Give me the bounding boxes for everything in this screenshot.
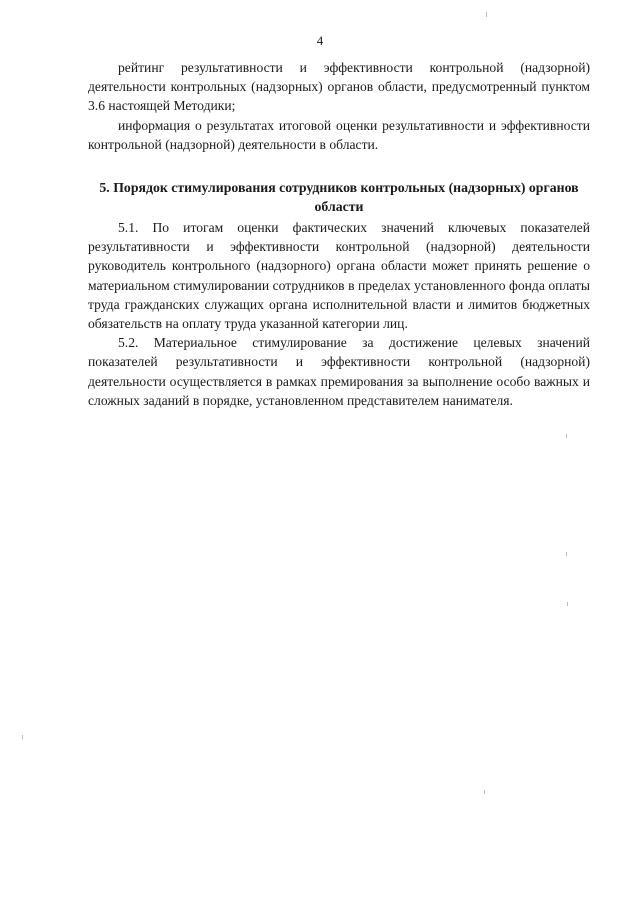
paragraph-5-2: 5.2. Материальное стимулирование за достижение целевых значений показателей результативности и эффективности контрольной (надзорной) деятельности осуществляется в рамках премирования за выполнение особо важных и сложных заданий в порядке, установленном представителем нанимателя. [88, 335, 590, 408]
scan-artifact [567, 602, 568, 606]
scan-artifact [566, 434, 567, 438]
scan-artifact [22, 735, 23, 739]
section-title: 5. Порядок стимулирования сотрудников контрольных (надзорных) органов области [99, 180, 579, 214]
scan-artifact [566, 552, 567, 556]
paragraph-information: информация о результатах итоговой оценки результативности и эффективности контрольной (надзорной) деятельности в области. [88, 117, 590, 152]
document-body [88, 58, 590, 410]
paragraph-rating: рейтинг результативности и эффективности контрольной (надзорной) деятельности контрольных (надзорных) органов области, предусмотренный пунктом 3.6 настоящей Методики; [88, 60, 590, 114]
paragraph-5-1: 5.1. По итогам оценки фактических значений ключевых показателей результативности и эффективности контрольной (надзорной) деятельности руководитель контрольного (надзорного) органа области может принять решение о материальном стимулировании сотрудников в пределах установленного фонда оплаты труда гражданских служащих органа исполнительной власти и лимитов бюджетных обязательств на оплату труда указанной категории лиц. [88, 220, 590, 332]
page-number: 4 [316, 33, 324, 48]
scan-artifact [486, 12, 487, 17]
scan-artifact [484, 790, 485, 794]
